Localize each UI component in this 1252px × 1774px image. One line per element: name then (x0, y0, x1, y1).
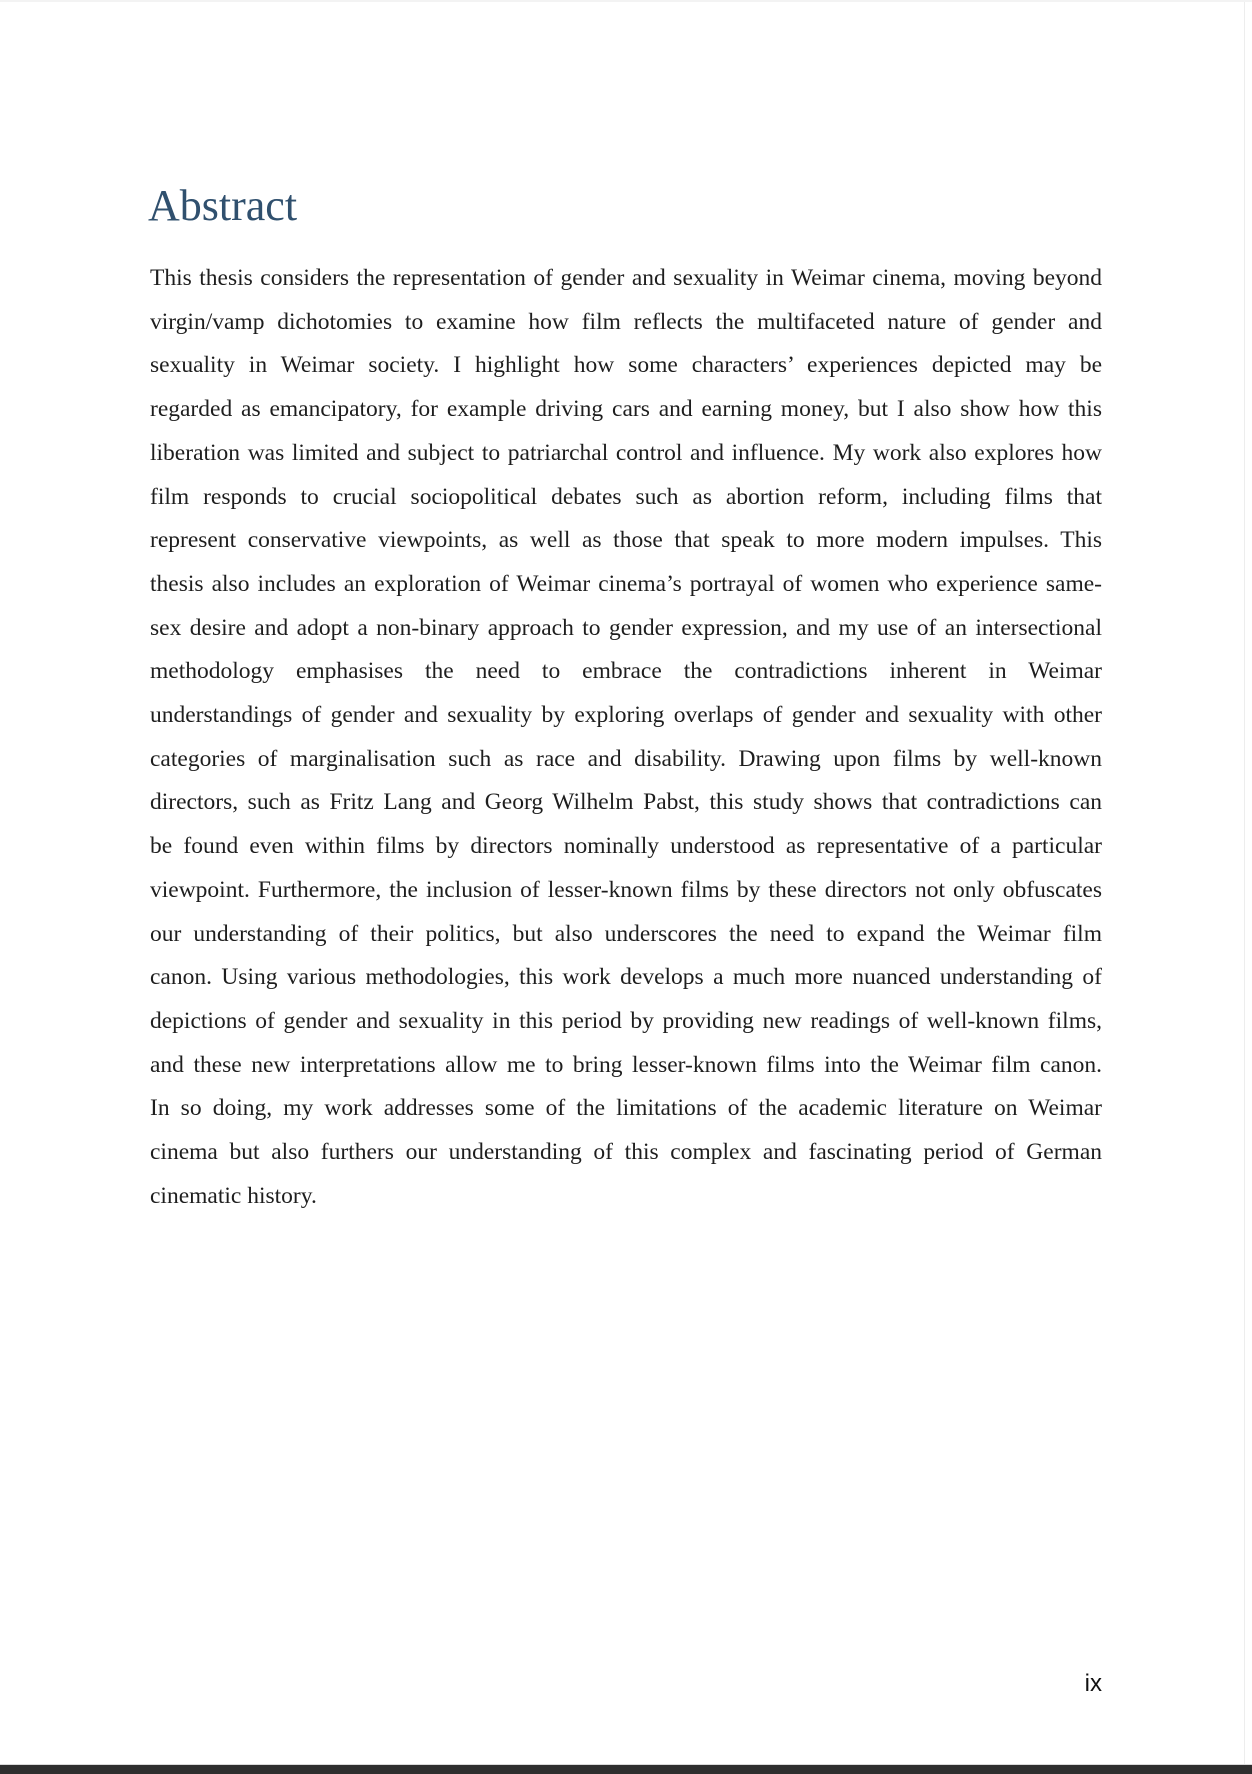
abstract-line: depictions of gender and sexuality in this period by providing new readings of well-known films, (150, 1007, 1102, 1034)
abstract-line: viewpoint. Furthermore, the inclusion of lesser-known films by these directors not only obfuscates (150, 876, 1102, 903)
abstract-line: cinema but also furthers our understanding of this complex and fascinating period of German (150, 1139, 1102, 1166)
abstract-line: cinematic history. (150, 1182, 317, 1209)
abstract-line: understandings of gender and sexuality by exploring overlaps of gender and sexuality with other (150, 702, 1102, 729)
abstract-line: directors, such as Fritz Lang and Georg Wilhelm Pabst, this study shows that contradictions can (150, 789, 1102, 816)
abstract-line: methodology emphasises the need to embrace the contradictions inherent in Weimar (150, 658, 1102, 685)
abstract-line: categories of marginalisation such as race and disability. Drawing upon films by well-known (150, 745, 1102, 772)
abstract-line: regarded as emancipatory, for example driving cars and earning money, but I also show how this (150, 396, 1102, 423)
abstract-line: represent conservative viewpoints, as well as those that speak to more modern impulses. This (150, 527, 1102, 554)
abstract-line: film responds to crucial sociopolitical debates such as abortion reform, including films that (150, 483, 1102, 510)
page-bottom-edge (0, 1765, 1252, 1773)
abstract-line: sexuality in Weimar society. I highlight how some characters’ experiences depicted may be (150, 352, 1102, 379)
abstract-line: canon. Using various methodologies, this work develops a much more nuanced understanding of (150, 964, 1102, 991)
page-right-edge (1244, 2, 1245, 1764)
abstract-line: be found even within films by directors nominally understood as representative of a particular (150, 833, 1102, 860)
abstract-line: In so doing, my work addresses some of the limitations of the academic literature on Weimar (150, 1095, 1102, 1122)
abstract-line: our understanding of their politics, but also underscores the need to expand the Weimar film (150, 920, 1102, 947)
page-number: ix (1084, 1670, 1102, 1697)
abstract-paragraph (150, 257, 1102, 1218)
abstract-line: This thesis considers the representation of gender and sexuality in Weimar cinema, moving beyond (150, 265, 1102, 291)
abstract-line: liberation was limited and subject to patriarchal control and influence. My work also explores how (150, 439, 1102, 466)
abstract-line: thesis also includes an exploration of Weimar cinema’s portrayal of women who experience same- (150, 570, 1102, 597)
page-title: Abstract (148, 181, 298, 230)
abstract-line: and these new interpretations allow me to bring lesser-known films into the Weimar film canon. (150, 1051, 1102, 1078)
abstract-line: virgin/vamp dichotomies to examine how film reflects the multifaceted nature of gender and (150, 308, 1102, 335)
abstract-line: sex desire and adopt a non-binary approach to gender expression, and my use of an intersectional (150, 614, 1102, 641)
